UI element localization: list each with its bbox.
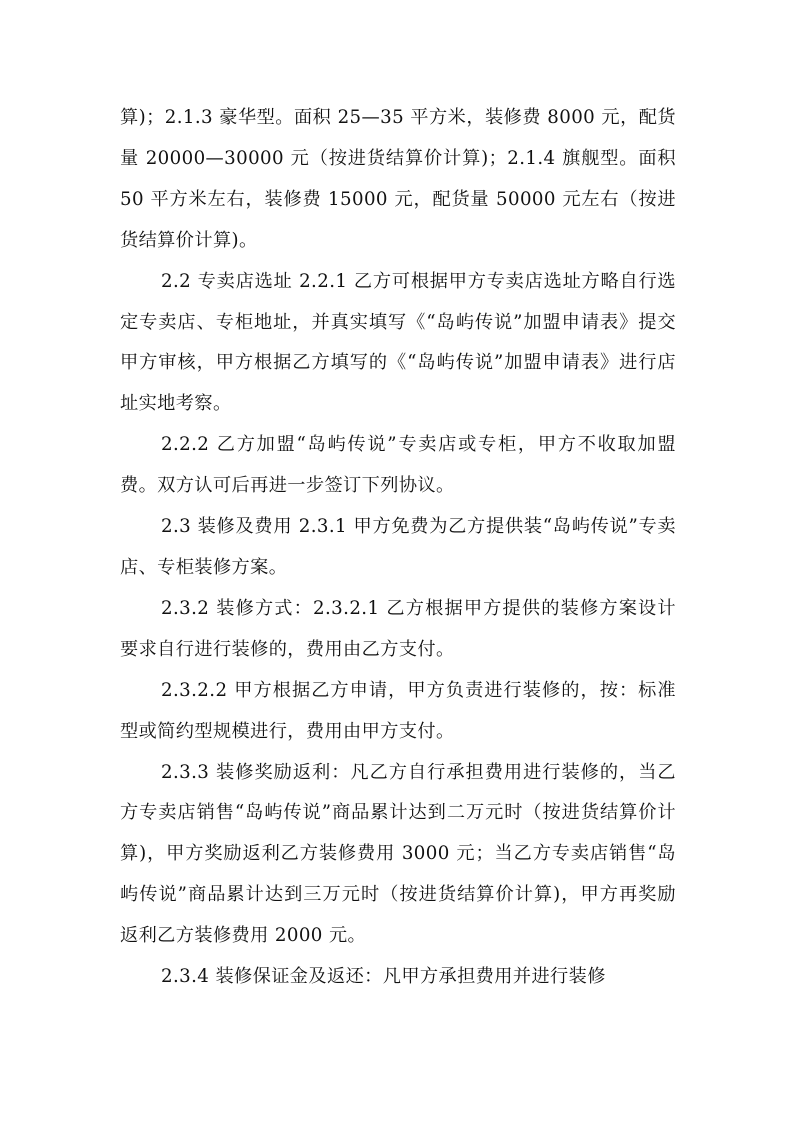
paragraph-store-types-continued: 算)；2.1.3 豪华型。面积 25—35 平方米，装修费 8000 元，配货量 20000—30000 元（按进货结算价计算)；2.1.4 旗舰型。面积 50 平方米左右，装修费 15000 元，配货量 50000 元左右（按进货结算价计算)。 — [120, 107, 676, 251]
paragraph-2-3-renovation: 2.3 装修及费用 2.3.1 甲方免费为乙方提供装“岛屿传说”专卖店、专柜装修方案。 — [120, 516, 676, 578]
paragraph-2-2-2-franchise-fee: 2.2.2 乙方加盟“岛屿传说”专卖店或专柜，甲方不收取加盟费。双方认可后再进一步签订下列协议。 — [120, 434, 676, 497]
paragraph-2-3-2-2-party-a-renovation: 2.3.2.2 甲方根据乙方申请，甲方负责进行装修的，按：标准型或简约型规模进行，费用由甲方支付。 — [120, 679, 676, 742]
paragraph-2-3-3-renovation-rebate: 2.3.3 装修奖励返利：凡乙方自行承担费用进行装修的，当乙方专卖店销售“岛屿传说”商品累计达到二万元时（按进货结算价计算)，甲方奖励返利乙方装修费用 3000 元；当乙方专卖店销售“岛屿传说”商品累计达到三万元时（按进货结算价计算)，甲方再奖励返利乙方装修费用 2000 元。 — [120, 761, 676, 947]
paragraph-2-3-4-renovation-deposit: 2.3.4 装修保证金及返还：凡甲方承担费用并进行装修 — [161, 966, 606, 988]
paragraph-2-2-site-selection: 2.2 专卖店选址 2.2.1 乙方可根据甲方专卖店选址方略自行选定专卖店、专柜地址，并真实填写《“岛屿传说”加盟申请表》提交甲方审核，甲方根据乙方填写的《“岛屿传说”加盟申请表》进行店址实地考察。 — [120, 270, 676, 415]
document-body — [120, 98, 676, 998]
paragraph-2-3-2-renovation-method: 2.3.2 装修方式：2.3.2.1 乙方根据甲方提供的装修方案设计要求自行进行装修的，费用由乙方支付。 — [120, 597, 676, 660]
